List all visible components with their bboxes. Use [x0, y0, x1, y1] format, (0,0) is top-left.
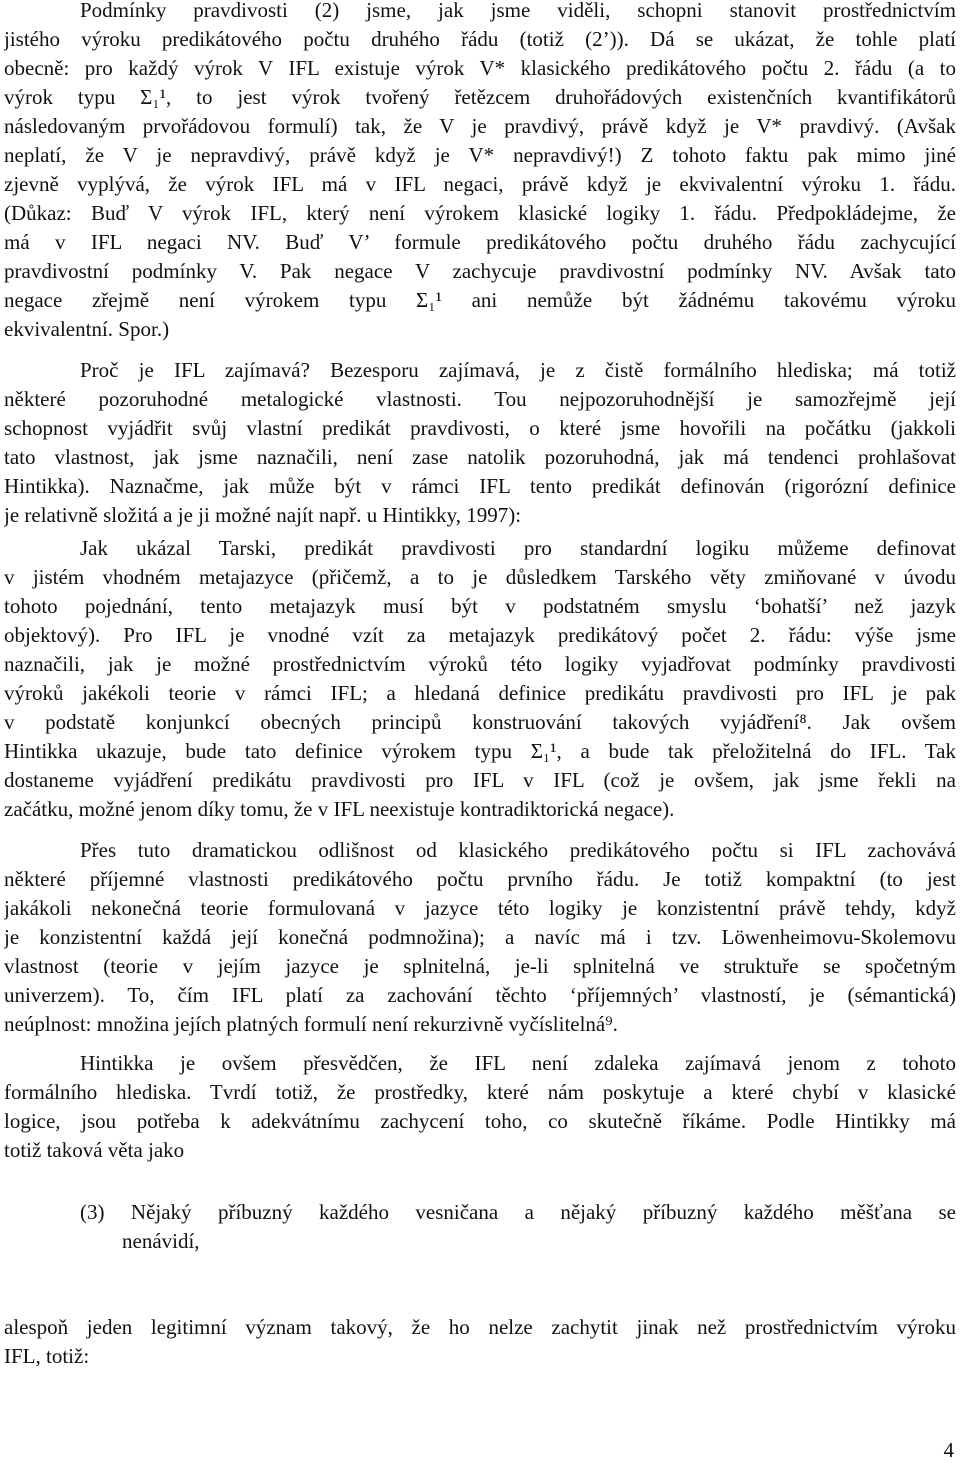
- text-line: začátku, možné jenom díky tomu, že v IFL neexistuje kontradiktorická negace).: [4, 797, 675, 821]
- text-line: Hintikka je ovšem přesvědčen, že IFL není zdaleka zajímavá jenom z tohoto: [80, 1051, 956, 1075]
- text-line: naznačili, jak je možné prostřednictvím výroků této logiky vyjadřovat podmínky pravdivosti: [4, 652, 956, 676]
- text-line: Proč je IFL zajímavá? Bezesporu zajímavá, je z čistě formálního hlediska; má totiž: [80, 358, 956, 382]
- text-line: je relativně složitá a je ji možné najít např. u Hintikky, 1997):: [4, 503, 522, 527]
- text-line: pravdivostní podmínky V. Pak negace V zachycuje pravdivostní podmínky NV. Avšak tato: [4, 259, 956, 283]
- text-line: výroků jakékoli teorie v rámci IFL; a hledaná definice predikátu pravdivosti pro IFL je pak: [4, 681, 956, 705]
- text-line: Hintikka ukazuje, bude tato definice výrokem typu Σ₁¹, a bude tak přeložitelná do IFL. Tak: [4, 739, 956, 763]
- text-line: tohoto pojednání, tento metajazyk musí být v podstatném smyslu ‘bohatší’ než jazyk: [4, 594, 956, 618]
- text-line: následovaným prvořádovou formulí) tak, že V je pravdivý, právě když je V* pravdivý. (Avšak: [4, 114, 956, 138]
- text-line: tato vlastnost, jak jsme naznačili, není zase natolik pozoruhodná, jak má tendenci prohlašovat: [4, 445, 956, 469]
- text-line: univerzem). To, čím IFL platí za zachování těchto ‘příjemných’ vlastností, je (sémantická): [4, 983, 956, 1007]
- text-line: IFL, totiž:: [4, 1344, 90, 1368]
- text-line: Podmínky pravdivosti (2) jsme, jak jsme viděli, schopni stanovit prostřednictvím: [80, 0, 956, 22]
- text-line: alespoň jeden legitimní význam takový, že ho nelze zachytit jinak než prostřednictvím výroku: [4, 1315, 956, 1339]
- text-line: v jistém vhodném metajazyce (přičemž, a to je důsledkem Tarského věty zmiňované v úvodu: [4, 565, 956, 589]
- text-line: je konzistentní každá její konečná podmnožina); a navíc má i tzv. Löwenheimovu-Skolemovu: [4, 925, 956, 949]
- page-number: 4: [943, 1438, 954, 1462]
- text-line: má v IFL negaci NV. Buď V’ formule predikátového počtu druhého řádu zachycující: [4, 230, 956, 254]
- text-line: neplatí, že V je nepravdivý, právě když je V* nepravdivý!) Z tohoto faktu pak mimo jiné: [4, 143, 956, 167]
- text-line: v podstatě konjunkcí obecných principů konstruování takových vyjádření⁸. Jak ovšem: [4, 710, 956, 734]
- text-line: objektový). Pro IFL je vnodné vzít za metajazyk predikátový počet 2. řádu: výše jsme: [4, 623, 956, 647]
- text-line: negace zřejmě není výrokem typu Σ₁¹ ani nemůže být žádnému takovému výroku: [4, 288, 956, 312]
- text-line: vlastnost (teorie v jejím jazyce je splnitelná, je-li splnitelná ve struktuře se spočetným: [4, 954, 956, 978]
- text-line: Hintikka). Naznačme, jak může být v rámci IFL tento predikát definován (rigorózní definice: [4, 474, 956, 498]
- text-line: Přes tuto dramatickou odlišnost od klasického predikátového počtu si IFL zachovává: [80, 838, 956, 862]
- text-line: některé pozoruhodné metalogické vlastnosti. Tou nejpozoruhodnější je samozřejmě její: [4, 387, 956, 411]
- text-line: Jak ukázal Tarski, predikát pravdivosti pro standardní logiku můžeme definovat: [80, 536, 956, 560]
- text-line: neúplnost: množina jejích platných formulí není rekurzivně vyčíslitelná⁹.: [4, 1012, 618, 1036]
- text-line: schopnost vyjádřit svůj vlastní predikát pravdivosti, o které jsme hovořili na počátku (jakkoli: [4, 416, 956, 440]
- text-line: totiž taková věta jako: [4, 1138, 185, 1162]
- text-line: některé příjemné vlastnosti predikátového počtu prvního řádu. Je totiž kompaktní (to jest: [4, 867, 956, 891]
- text-line: (Důkaz: Buď V výrok IFL, který není výrokem klasické logiky 1. řádu. Předpokládejme, že: [4, 201, 956, 225]
- text-line: nenávidí,: [122, 1229, 200, 1253]
- text-line: výrok typu Σ₁¹, to jest výrok tvořený řetězcem druhořádových existenčních kvantifikátorů: [4, 85, 956, 109]
- text-line: zjevně vyplývá, že výrok IFL má v IFL negaci, právě když je ekvivalentní výroku 1. řádu.: [4, 172, 956, 196]
- text-line: formálního hlediska. Tvrdí totiž, že prostředky, které nám poskytuje a které chybí v klasické: [4, 1080, 956, 1104]
- text-line: ekvivalentní. Spor.): [4, 317, 170, 341]
- text-line: jistého výroku predikátového počtu druhého řádu (totiž (2’)). Dá se ukázat, že tohle platí: [4, 27, 956, 51]
- text-line: logice, jsou potřeba k adekvátnímu zachycení toho, co skutečně říkáme. Podle Hintikky má: [4, 1109, 956, 1133]
- text-line: obecně: pro každý výrok V IFL existuje výrok V* klasického predikátového počtu 2. řádu (a to: [4, 56, 956, 80]
- text-line: jakákoli nekonečná teorie formulovaná v jazyce této logiky je konzistentní právě tehdy, když: [4, 896, 956, 920]
- text-line: (3) Nějaký příbuzný každého vesničana a nějaký příbuzný každého měšťana se: [80, 1200, 956, 1224]
- text-line: dostaneme vyjádření predikátu pravdivosti pro IFL v IFL (což je ovšem, jak jsme řekli na: [4, 768, 956, 792]
